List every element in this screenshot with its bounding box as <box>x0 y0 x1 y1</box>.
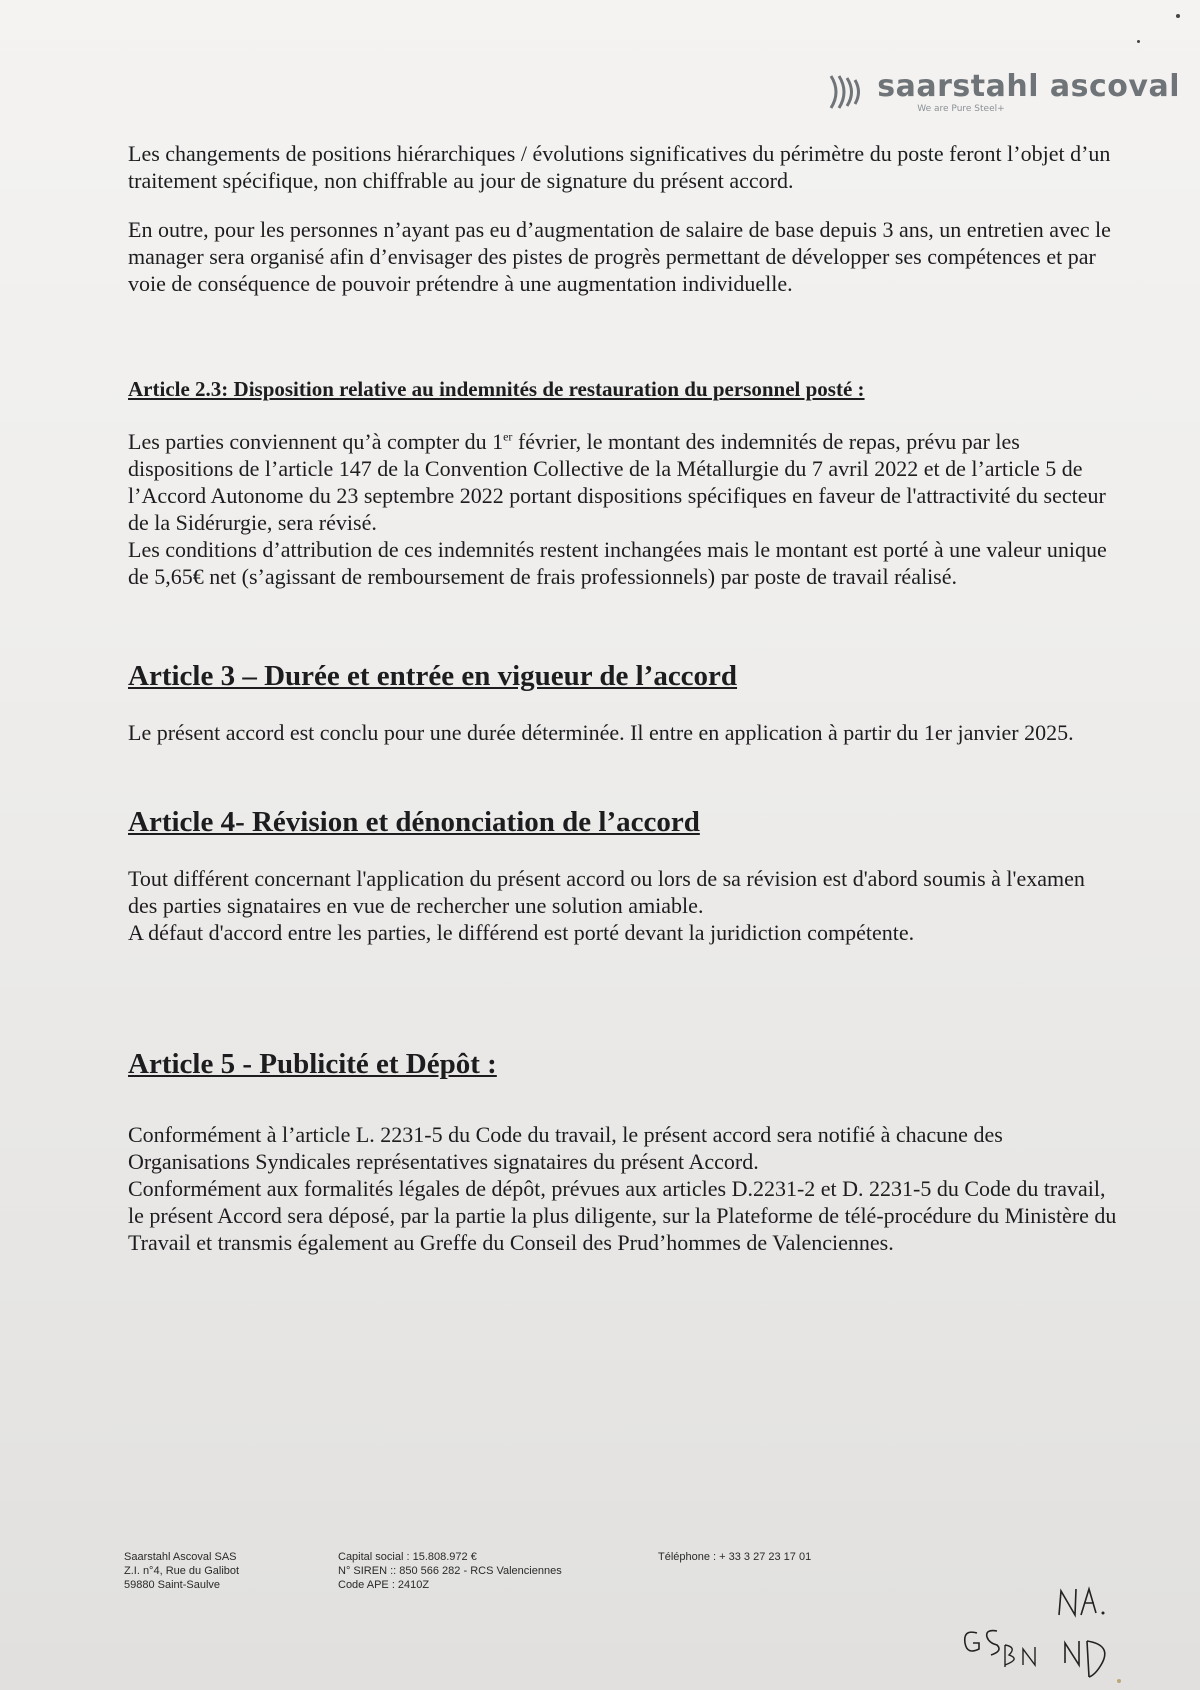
article-4-title: Article 4- Révision et dénonciation de l’accord <box>128 806 700 838</box>
speck <box>1176 14 1180 18</box>
article-3-paragraph: Le présent accord est conclu pour une durée déterminée. Il entre en application à partir du 1er janvier 2025. <box>128 720 1074 745</box>
initials-drawing <box>955 1585 1155 1685</box>
article-3-title: Article 3 – Durée et entrée en vigueur de l’accord <box>128 660 738 692</box>
article-5-title: Article 5 - Publicité et Dépôt : <box>128 1048 497 1080</box>
company-logo <box>827 70 1180 114</box>
article-2-3-paragraph: Les conditions d’attribution de ces indemnités restent inchangées mais le montant est porté à une valeur unique de 5,65€ net (s’agissant de remboursement de frais professionnels) par poste de travail réalisé. <box>128 537 1107 589</box>
article-2-3-title: Article 2.3: Disposition relative au indemnités de restauration du personnel posté : <box>128 377 865 401</box>
logo-waves-icon <box>827 70 871 114</box>
document-body <box>128 140 1118 1256</box>
article-4-paragraph: Tout différent concernant l'application du présent accord ou lors de sa révision est d'abord soumis à l'examen des parties signataires en vue de rechercher une solution amiable. <box>128 866 1085 918</box>
speck <box>1137 40 1140 43</box>
article-5-paragraph: Conformément aux formalités légales de dépôt, prévues aux articles D.2231-2 et D. 2231-5 du Code du travail, le présent Accord sera déposé, par la partie la plus diligente, sur la Plateforme de télé-procédure du Ministère du Travail et transmis également au Greffe du Conseil des Prud’hommes de Valenciennes. <box>128 1176 1117 1255</box>
logo-tagline: We are Pure Steel+ <box>917 104 1005 114</box>
footer-legal: Capital social : 15.808.972 € N° SIREN :: 850 566 282 - RCS Valenciennes Code APE : 2410Z <box>338 1551 562 1591</box>
article-4-paragraph: A défaut d'accord entre les parties, le différend est porté devant la juridiction compétente. <box>128 920 915 945</box>
article-2-3-paragraph: Les parties conviennent qu’à compter du 1er février, le montant des indemnités de repas, prévu par les dispositions de l’article 147 de la Convention Collective de la Métallurgie du 7 avril 2022 et de l’article 5 de l’Accord Autonome du 23 septembre 2022 portant dispositions spécifiques en faveur de l'attractivité du secteur de la Sidérurgie, sera révisé. <box>128 429 1106 535</box>
logo-name: saarstahl ascoval <box>877 69 1180 104</box>
paragraph: En outre, pour les personnes n’ayant pas eu d’augmentation de salaire de base depuis 3 ans, un entretien avec le manager sera organisé afin d’envisager des pistes de progrès permettant de développer ses compétences et par voie de conséquence de pouvoir prétendre à une augmentation individuelle. <box>128 217 1111 296</box>
footer-company: Saarstahl Ascoval SAS Z.I. n°4, Rue du Galibot 59880 Saint-Saulve <box>124 1551 240 1591</box>
handwritten-initials <box>955 1585 1155 1685</box>
paragraph: Les changements de positions hiérarchiques / évolutions significatives du périmètre du poste feront l’objet d’un traitement spécifique, non chiffrable au jour de signature du présent accord. <box>128 141 1111 193</box>
footer-phone: Téléphone : + 33 3 27 23 17 01 <box>658 1551 812 1563</box>
article-5-paragraph: Conformément à l’article L. 2231-5 du Code du travail, le présent accord sera notifié à chacune des Organisations Syndicales représentatives signataires du présent Accord. <box>128 1122 1003 1174</box>
